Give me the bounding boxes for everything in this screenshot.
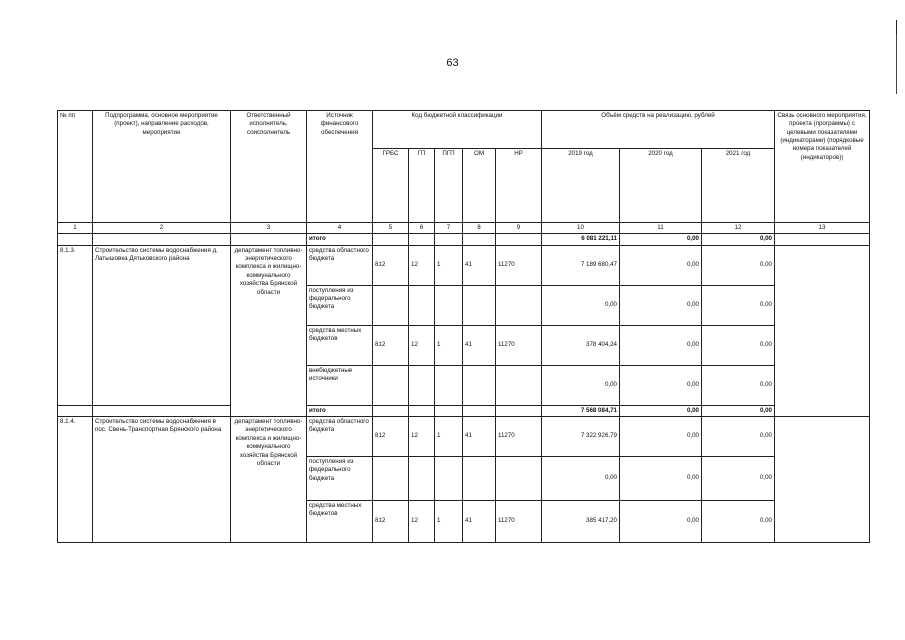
gp-value: [409, 365, 435, 405]
grbs-value: 812: [373, 245, 409, 285]
gp-value: [409, 285, 435, 325]
nr-value: 11270: [496, 417, 542, 457]
row-executor: департамент топливно-энергетического комплекса и жилищно-коммунального хозяйства Брянской области: [231, 417, 307, 543]
nr-value: 11270: [496, 501, 542, 543]
column-number: 3: [231, 223, 307, 234]
nr-value: [496, 365, 542, 405]
value-2021: 0,00: [702, 365, 775, 405]
page-number: 63: [446, 57, 459, 69]
pgp-value: 1: [435, 501, 463, 543]
column-number: 4: [307, 223, 373, 234]
grbs-value: [373, 285, 409, 325]
grbs-value: 812: [373, 325, 409, 365]
column-number-row: [58, 223, 870, 234]
value-2019: 7 189 680,47: [542, 245, 620, 285]
row-title: Строительство системы водоснабжения д. Латышовка Дятьковского района: [93, 245, 231, 405]
grbs-value: [373, 365, 409, 405]
value-2020: 0,00: [620, 365, 702, 405]
column-number: 1: [58, 223, 93, 234]
om-value: 41: [463, 501, 496, 543]
column-number: 7: [435, 223, 463, 234]
source-name: поступления из федерального бюджета: [307, 457, 373, 501]
source-name: внебюджетные источники: [307, 365, 373, 405]
header-gp: ГП: [409, 149, 435, 223]
value-2019: 0,00: [542, 285, 620, 325]
header-program: Подпрограмма, основное мероприятие (проект), направление расходов, мероприятие: [93, 111, 231, 223]
row-number: 8.1.4.: [58, 417, 93, 543]
value-2021: 0,00: [702, 245, 775, 285]
header-budget-class: Код бюджетной классификации: [373, 111, 542, 149]
column-number: 8: [463, 223, 496, 234]
value-2021: 0,00: [702, 417, 775, 457]
total-2020: 0,00: [620, 234, 702, 245]
nr-value: 11270: [496, 325, 542, 365]
total-2019: 6 081 221,11: [542, 234, 620, 245]
header-2020: 2020 год: [620, 149, 702, 223]
source-name: средства местных бюджетов: [307, 501, 373, 543]
pgp-value: 1: [435, 325, 463, 365]
row-title: Строительство системы водоснабжения в пос. Свень-Транспортная Брянского района: [93, 417, 231, 543]
column-number: 5: [373, 223, 409, 234]
header-volume: Объём средств на реализацию, рублей: [542, 111, 775, 149]
column-number: 6: [409, 223, 435, 234]
pgp-value: [435, 365, 463, 405]
budget-table: [57, 110, 870, 543]
total-2019: 7 568 084,71: [542, 405, 620, 416]
nr-value: [496, 457, 542, 501]
column-number: 9: [496, 223, 542, 234]
column-number: 12: [702, 223, 775, 234]
row-number: 8.1.3.: [58, 245, 93, 405]
value-2019: 385 417,20: [542, 501, 620, 543]
header-2021: 2021 год: [702, 149, 775, 223]
source-name: средства областного бюджета: [307, 245, 373, 285]
gp-value: 12: [409, 245, 435, 285]
value-2019: 378 404,24: [542, 325, 620, 365]
value-2019: 7 322 926,79: [542, 417, 620, 457]
source-name: поступления из федерального бюджета: [307, 285, 373, 325]
total-2021: 0,00: [702, 234, 775, 245]
gp-value: 12: [409, 501, 435, 543]
grbs-value: [373, 457, 409, 501]
total-row: [58, 405, 870, 416]
value-2020: 0,00: [620, 417, 702, 457]
om-value: [463, 285, 496, 325]
total-row: [58, 234, 870, 245]
om-value: 41: [463, 325, 496, 365]
value-2021: 0,00: [702, 457, 775, 501]
value-2021: 0,00: [702, 325, 775, 365]
value-2020: 0,00: [620, 457, 702, 501]
row-executor: департамент топливно-энергетического комплекса и жилищно-коммунального хозяйства Брянской области: [231, 245, 307, 416]
column-number: 2: [93, 223, 231, 234]
pgp-value: 1: [435, 417, 463, 457]
header-num: № пп: [58, 111, 93, 223]
header-executor: Ответственный исполнитель, соисполнитель: [231, 111, 307, 223]
header-om: ОМ: [463, 149, 496, 223]
gp-value: 12: [409, 325, 435, 365]
header-indicators: Связь основного мероприятия, проекта (программы) с целевыми показателями (индикаторами) (порядковые номера показателей (индикаторов)): [775, 111, 870, 223]
om-value: [463, 365, 496, 405]
om-value: 41: [463, 245, 496, 285]
pgp-value: [435, 285, 463, 325]
pgp-value: 1: [435, 245, 463, 285]
nr-value: 11270: [496, 245, 542, 285]
grbs-value: 812: [373, 501, 409, 543]
gp-value: [409, 457, 435, 501]
gp-value: 12: [409, 417, 435, 457]
source-name: средства областного бюджета: [307, 417, 373, 457]
table-row: [58, 417, 870, 457]
header-2019: 2019 год: [542, 149, 620, 223]
table-row: [58, 245, 870, 285]
column-number: 10: [542, 223, 620, 234]
om-value: 41: [463, 417, 496, 457]
value-2020: 0,00: [620, 501, 702, 543]
header-nr: НР: [496, 149, 542, 223]
header-source: Источник финансового обеспечения: [307, 111, 373, 223]
grbs-value: 812: [373, 417, 409, 457]
total-2020: 0,00: [620, 405, 702, 416]
column-number: 11: [620, 223, 702, 234]
value-2020: 0,00: [620, 245, 702, 285]
total-2021: 0,00: [702, 405, 775, 416]
value-2021: 0,00: [702, 501, 775, 543]
margin-mark-lower: [896, 34, 897, 94]
header-pgp: ПГП: [435, 149, 463, 223]
pgp-value: [435, 457, 463, 501]
header-grbs: ГРБС: [373, 149, 409, 223]
value-2021: 0,00: [702, 285, 775, 325]
header-row: [58, 111, 870, 149]
total-label: итого: [307, 234, 373, 245]
value-2019: 0,00: [542, 365, 620, 405]
value-2020: 0,00: [620, 285, 702, 325]
nr-value: [496, 285, 542, 325]
om-value: [463, 457, 496, 501]
source-name: средства местных бюджетов: [307, 325, 373, 365]
value-2019: 0,00: [542, 457, 620, 501]
column-number: 13: [775, 223, 870, 234]
total-label: итого: [307, 405, 373, 416]
value-2020: 0,00: [620, 325, 702, 365]
